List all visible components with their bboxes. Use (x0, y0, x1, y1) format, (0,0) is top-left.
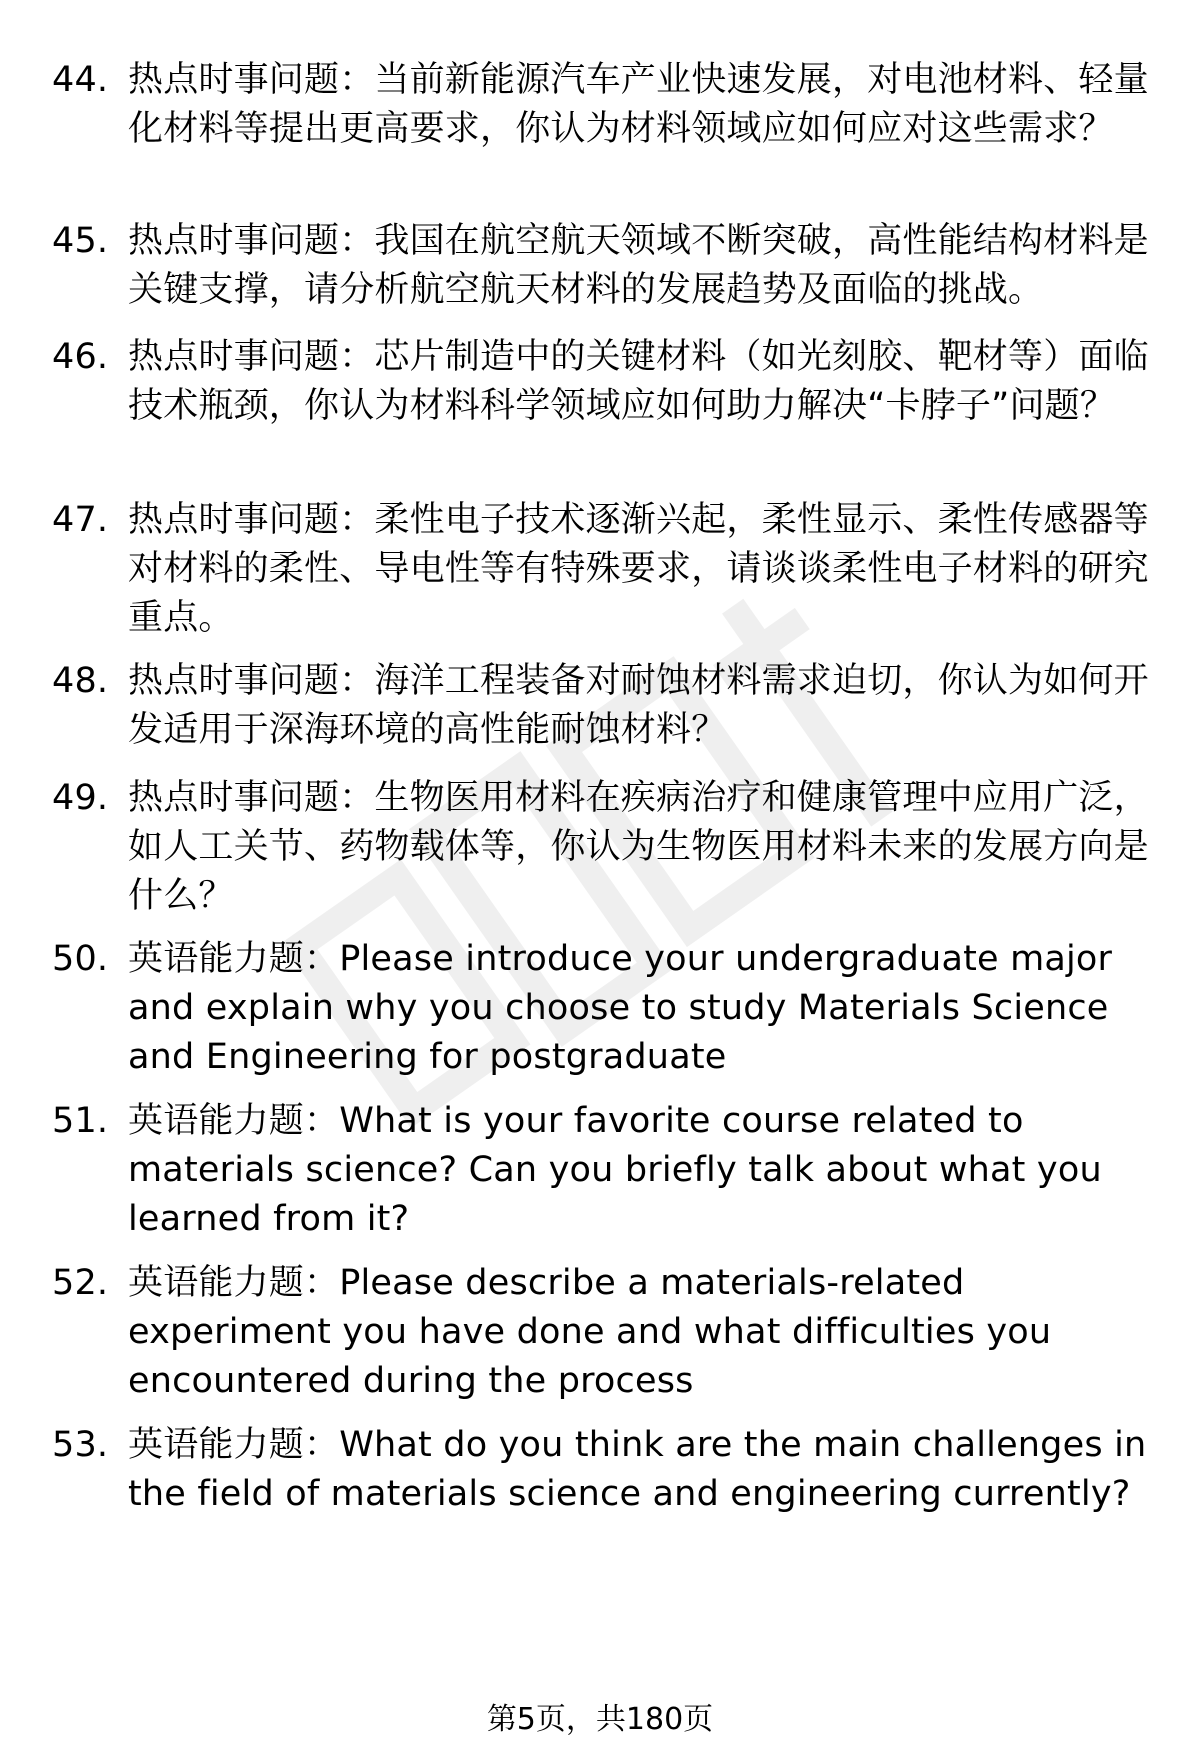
question-text: 英语能力题：Please describe a materials-related experiment you have done and what difficulties you encountered during the process (128, 1263, 1052, 1401)
question-number: 47. (52, 500, 109, 540)
question-text: 英语能力题：Please introduce your undergraduate major and explain why you choose to study Materials Science and Engineering for postgraduate (128, 939, 1113, 1077)
question-text: 热点时事问题：海洋工程装备对耐蚀材料需求迫切，你认为如何开发适用于深海环境的高性能耐蚀材料？ (128, 661, 1149, 750)
question-item (52, 217, 1162, 315)
question-item (52, 1421, 1162, 1519)
question-item (52, 333, 1162, 431)
question-item (52, 56, 1162, 154)
question-text: 热点时事问题：芯片制造中的关键材料（如光刻胶、靶材等）面临技术瓶颈，你认为材料科学领域应如何助力解决“卡脖子”问题？ (128, 337, 1149, 426)
question-number: 49. (52, 778, 109, 818)
question-number: 52. (52, 1263, 109, 1303)
question-item (52, 774, 1162, 921)
question-number: 45. (52, 221, 109, 261)
question-item (52, 1097, 1162, 1244)
question-item (52, 1259, 1162, 1406)
question-number: 44. (52, 60, 109, 100)
question-item (52, 496, 1162, 643)
question-text: 热点时事问题：我国在航空航天领域不断突破，高性能结构材料是关键支撑，请分析航空航天材料的发展趋势及面临的挑战。 (128, 221, 1149, 310)
question-item (52, 935, 1162, 1082)
question-number: 48. (52, 661, 109, 701)
question-text: 热点时事问题：生物医用材料在疾病治疗和健康管理中应用广泛，如人工关节、药物载体等，你认为生物医用材料未来的发展方向是什么？ (128, 778, 1149, 916)
question-number: 53. (52, 1425, 109, 1465)
page-footer: 第5页，共180页 (486, 1702, 714, 1737)
question-text: 英语能力题：What is your favorite course related to materials science? Can you briefly talk about what you learned from it? (128, 1101, 1102, 1239)
question-number: 46. (52, 337, 109, 377)
question-text: 热点时事问题：柔性电子技术逐渐兴起，柔性显示、柔性传感器等对材料的柔性、导电性等有特殊要求，请谈谈柔性电子材料的研究重点。 (128, 500, 1149, 638)
question-number: 50. (52, 939, 109, 979)
question-text: 热点时事问题：当前新能源汽车产业快速发展，对电池材料、轻量化材料等提出更高要求，你认为材料领域应如何应对这些需求？ (128, 60, 1149, 149)
question-text: 英语能力题：What do you think are the main challenges in the field of materials science and engineering currently? (128, 1425, 1147, 1514)
question-number: 51. (52, 1101, 109, 1141)
question-item (52, 657, 1162, 755)
